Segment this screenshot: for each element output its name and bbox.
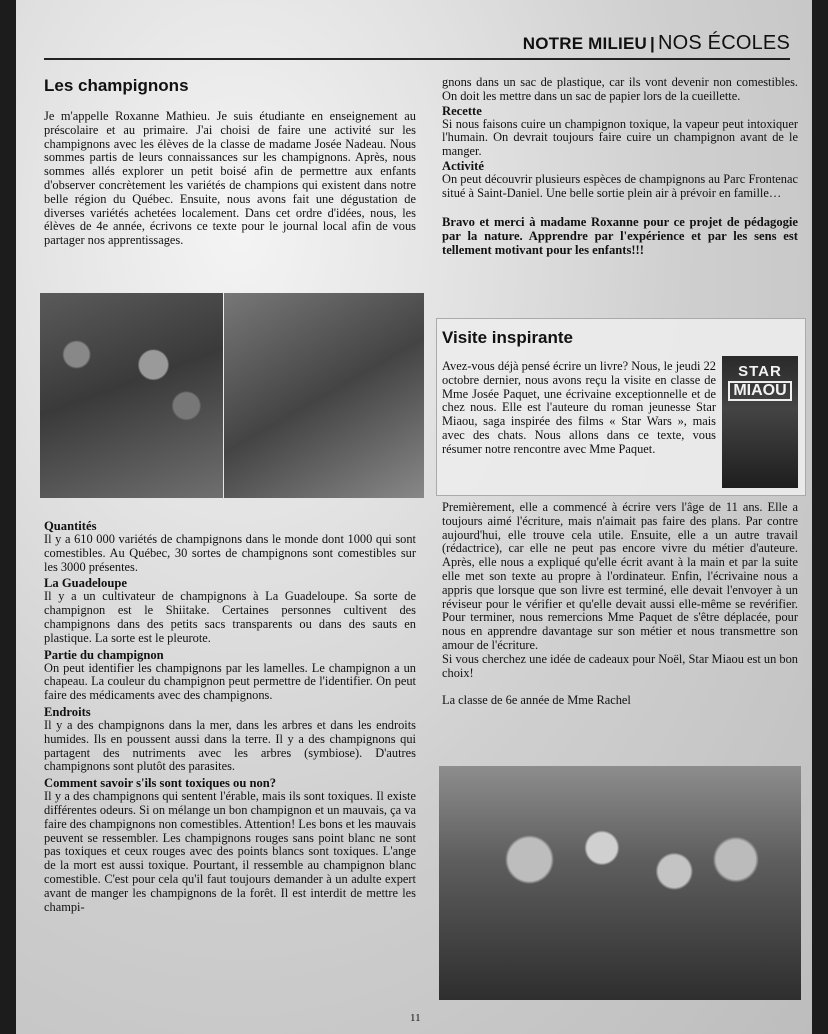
book-title-line2: MIAOU — [728, 381, 792, 401]
section-name: NOTRE MILIEU — [522, 34, 647, 53]
header-rule — [44, 58, 790, 60]
section-text-endroits: Il y a des champignons dans la mer, dans les arbres et dans les endroits humides. Ils en poussent aussi dans la terre. Il y a des champignons qui partagent des nutriments avec les arbres (symbiose). D'autres champignons sont plutôt des parasites. — [44, 717, 416, 774]
section-text-partie: On peut identifier les champignons par les lamelles. Le champignon a un chapeau. La couleur du champignon peut permettre de l'identifier. On peut faire des médicaments avec des champignons. — [44, 660, 416, 703]
recette-text: Si nous faisons cuire un champignon toxique, la vapeur peut intoxiquer l'humain. On devrait toujours faire cuire un champignon avant de le manger. — [442, 116, 798, 159]
section-heading-guadeloupe: La Guadeloupe — [44, 576, 127, 591]
photo-children-tasting — [224, 293, 424, 498]
section-text-toxiques: Il y a des champignons qui sentent l'érable, mais ils sont toxiques. Il existe différentes odeurs. Si on mélange un bon champignon et un mauvais, ça va faire des champignons non comestibles. Attention! Les bons et les mauvais peuvent se ressembler. Les champignons rouges sans point blanc ne sont pas toxiques et ceux rouges avec des points blancs sont toxiques. L'ange de la mort est aussi toxique. Pourtant, il ressemble au champignon blanc comestible. C'est pour cela qu'il faut toujours demander à un adulte expert avant de manger les champignons de la forêt. Il est interdit de mettre les champi- — [44, 789, 416, 914]
article2-intro: Avez-vous déjà pensé écrire un livre? Nous, le jeudi 22 octobre dernier, nous avons reçu la visite en classe de Mme Josée Paquet, une écrivaine exceptionnelle et de chez nous. Elle est l'auteure du roman jeunesse Star Miaou, saga inspirée des films « Star Wars », mais avec des chats. Nous allons dans ce texte, vous résumer notre rencontre avec Mme Paquet. — [442, 359, 716, 456]
recette-heading: Recette — [442, 103, 482, 118]
photo-children-forest — [40, 293, 223, 498]
page-number: 11 — [410, 1012, 421, 1024]
section-heading-quantites: Quantités — [44, 519, 97, 533]
section-text-guadeloupe: Il y a un cultivateur de champignons à La Guadeloupe. Sa sorte de champignon est le Shiitake. Certaines personnes cultivent des champignons dans des petits sacs transparents ou dans des sauts en plastique. La sorte est le pleurote. — [44, 589, 416, 645]
article-title: Les champignons — [44, 76, 189, 95]
article2-body — [442, 501, 798, 708]
section-heading-endroits: Endroits — [44, 704, 91, 719]
section-heading-partie: Partie du champignon — [44, 647, 164, 662]
book-cover — [722, 356, 798, 488]
activite-text: On peut découvrir plusieurs espèces de champignons au Parc Frontenac situé à Saint-Daniel. Une belle sortie plein air à prévoir en famille… — [442, 171, 798, 200]
activite-heading: Activité — [442, 158, 484, 173]
section-text-quantites: Il y a 610 000 variétés de champignons dans le monde dont 1000 qui sont comestibles. Au Québec, 30 sortes de champignons sont comestibles sur les 3000 présentes. — [44, 532, 416, 574]
book-title-line1: STAR — [738, 363, 782, 380]
article-sections — [44, 519, 416, 914]
article2-body-text: Premièrement, elle a commencé à écrire vers l'âge de 11 ans. Elle a toujours aimé l'écriture, mais n'aimait pas faire des plans. Par contre aujourd'hui, elle trouve cela utile. Ensuite, elle a un autre travail (rédactrice), car elle ne peut pas encore vivre du métier d'auteure. Après, elle nous a expliqué qu'elle écrit avant à la main et par la suite elle met son texte au propre à l'ordinateur. Enfin, l'écrivaine nous a appris que lorsque que son livre est terminé, elle devait l'envoyer à un réviseur pour le vérifier et qu'elle devait aussi elle-même se revérifier. Pour terminer, nous remercions Mme Paquet de s'être déplacée, pour nous en apprendre davantage sur son métier et nous transmettre son amour de l'écriture. — [442, 500, 798, 652]
article2-signature: La classe de 6e année de Mme Rachel — [442, 693, 631, 708]
subsection-name: NOS ÉCOLES — [657, 32, 790, 54]
article-intro: Je m'appelle Roxanne Mathieu. Je suis étudiante en enseignement au préscolaire et au primaire. J'ai choisi de faire une activité sur les champignons avec les élèves de la classe de madame Josée Nadeau. Nous sommes partis de leurs connaissances sur les champignons. Après, nous sommes allés explorer un petit boisé afin de permettre aux enfants d'observer concrètement les variétés de champions qui existent dans notre belle région du Québec. Ensuite, nous avons fait une dégustation de diverses variétés achetées localement. Dans cet ordre d'idées, nous, les élèves de 4e année, écrivons ce texte pour le journal local afin de vous partager nos apprentissages. — [44, 109, 416, 248]
newspaper-page — [16, 0, 812, 1034]
section-header: NOTRE MILIEU | NOS ÉCOLES — [522, 32, 790, 54]
section-heading-toxiques: Comment savoir s'ils sont toxiques ou non? — [44, 776, 277, 791]
thanks-note: Bravo et merci à madame Roxanne pour ce projet de pédagogie par la nature. Apprendre par l'expérience et par les sens est tellement motivant pour les enfants!!! — [442, 214, 798, 257]
article-continuation — [442, 76, 798, 257]
article2-closing: Si vous cherchez une idée de cadeaux pour Noël, Star Miaou est un bon choix! — [442, 651, 798, 680]
continuation-text: gnons dans un sac de plastique, car ils vont devenir non comestibles. On doit les mettre dans un sac de papier lors de la cueillette. — [442, 75, 798, 103]
class-photo — [439, 766, 801, 1000]
article2-title: Visite inspirante — [442, 328, 574, 347]
